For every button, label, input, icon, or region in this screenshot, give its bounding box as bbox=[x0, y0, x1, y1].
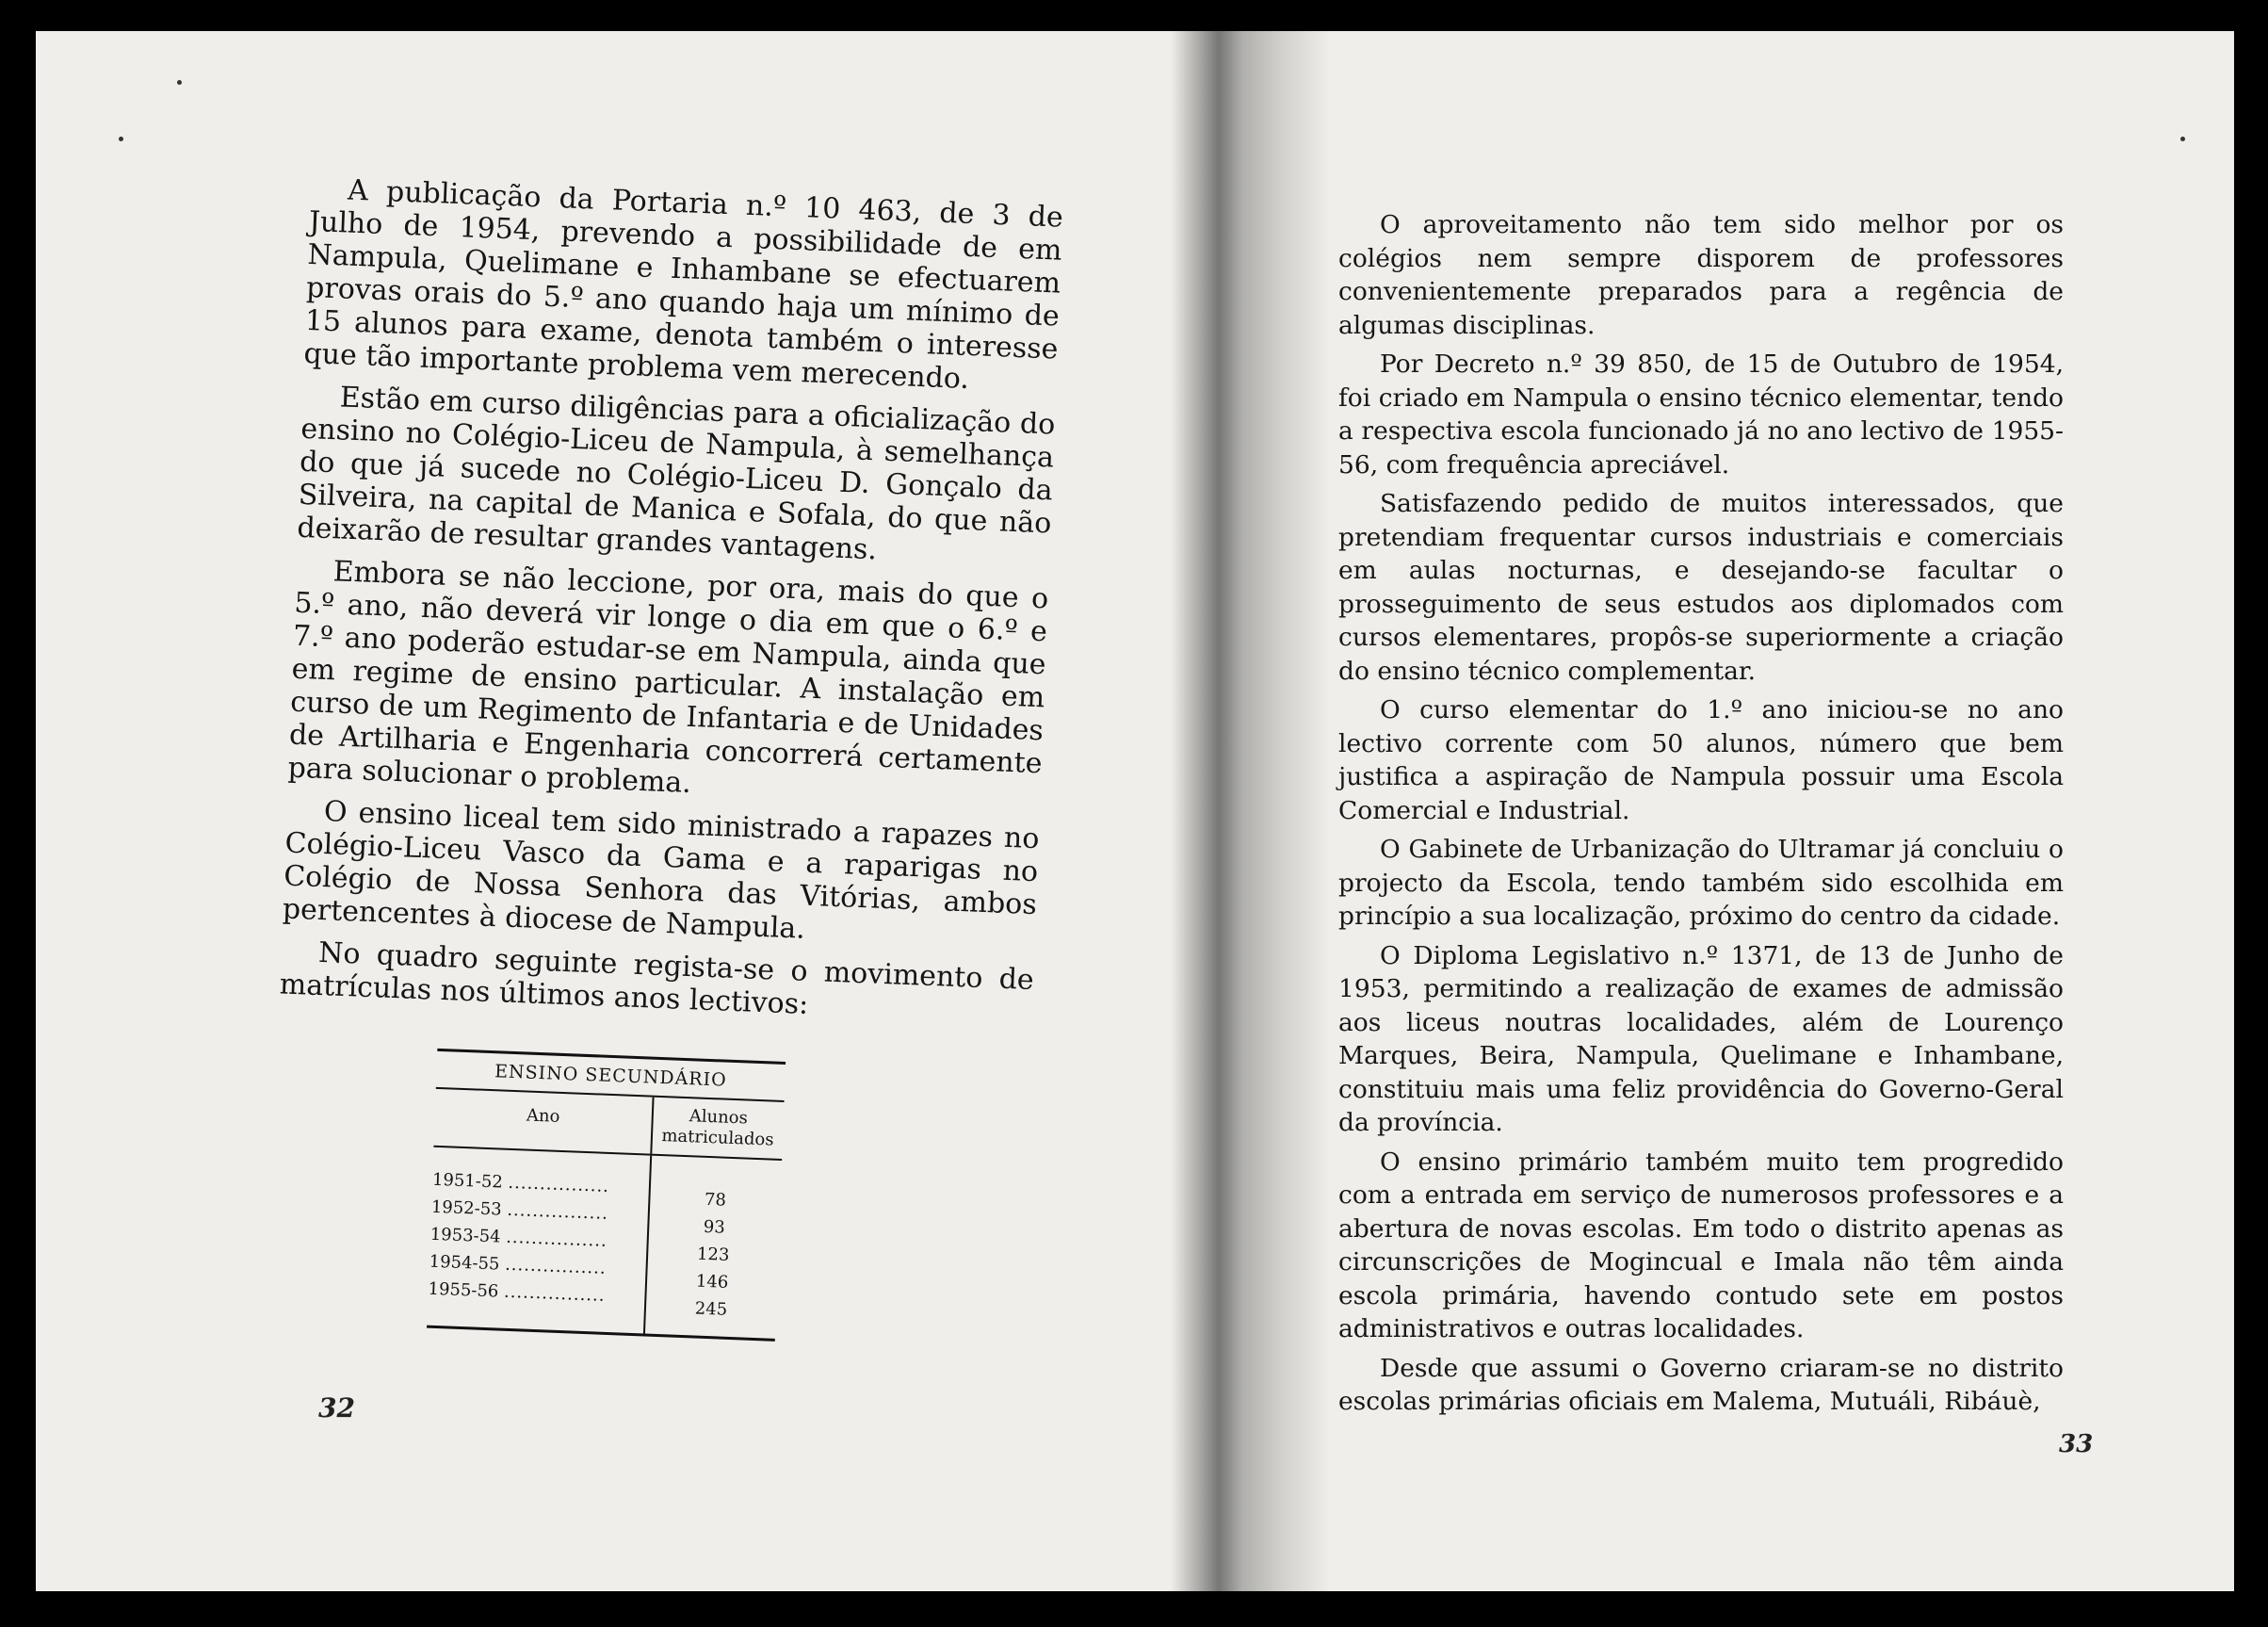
left-paragraph: No quadro seguinte regista-se o movimento de matrículas nos últimos anos lectivos: bbox=[279, 936, 1035, 1021]
left-paragraph: A publicação da Portaria n.º 10 463, de 3 de Julho de 1954, prevendo a possibilidade de em Nampula, Quelimane e Inhambane se efectuarem provas orais do 5.º ano quando haja um mínimo de 15 alunos para exame, denota também o interesse que tão importante problema vem merecendo. bbox=[302, 173, 1064, 396]
year-cell: 1951-52 bbox=[431, 1169, 504, 1193]
page-number-left: 32 bbox=[318, 1392, 355, 1424]
left-paragraph: Embora se não leccione, por ora, mais do que o 5.º ano, não deverá vir longe o dia em que o 6.º e 7.º ano poderão estudar-se em Nampula, ainda que em regime de ensino particular. A instalação em curso de um Regimento de Infantaria e de Unidades de Artilharia e Engenharia concorrerá certamente para solucionar o problema. bbox=[287, 555, 1049, 800]
year-cell: 1955-56 bbox=[428, 1278, 499, 1302]
table-body bbox=[427, 1147, 782, 1339]
enrollment-table bbox=[427, 1049, 786, 1342]
students-cell: 93 bbox=[703, 1216, 726, 1238]
column-header-year: Ano bbox=[433, 1089, 654, 1154]
scan-speck bbox=[177, 80, 182, 85]
column-header-students bbox=[652, 1098, 784, 1159]
column-header-students-line2: matriculados bbox=[661, 1126, 774, 1150]
page-number-right: 33 bbox=[2059, 1430, 2094, 1458]
column-header-students-line1: Alunos bbox=[688, 1106, 749, 1129]
students-column bbox=[645, 1156, 782, 1339]
right-paragraph: Desde que assumi o Governo criaram-se no distrito escolas primárias oficiais em Malema, Mutuáli, Ribáuè, bbox=[1338, 1353, 2064, 1416]
right-page bbox=[1338, 208, 2064, 1424]
right-paragraph: Satisfazendo pedido de muitos interessados, que pretendiam frequentar cursos industriais e comerciais em aulas nocturnas, e desejando-se facultar o prosseguimento de seus estudos aos diplomados com cursos elementares, propôs-se superiormente a criação do ensino técnico complementar. bbox=[1338, 489, 2064, 686]
year-cell: 1953-54 bbox=[429, 1224, 501, 1247]
year-cell: 1954-55 bbox=[429, 1251, 500, 1275]
year-cell: 1952-53 bbox=[430, 1196, 503, 1220]
right-paragraph: Por Decreto n.º 39 850, de 15 de Outubro de 1954, foi criado em Nampula o ensino técnico elementar, tendo a respectiva escola funcionado já no ano lectivo de 1955-56, com frequência apreciável. bbox=[1338, 350, 2064, 480]
students-cell: 123 bbox=[696, 1244, 730, 1265]
students-cell: 245 bbox=[694, 1298, 728, 1320]
leader-dots: ................ bbox=[508, 1172, 610, 1196]
scan-speck bbox=[119, 137, 123, 141]
right-paragraph: O Gabinete de Urbanização do Ultramar já concluiu o projecto da Escola, tendo também sido escolhida em princípio a sua localização, próximo do centro da cidade. bbox=[1338, 835, 2064, 931]
right-paragraph: O ensino primário também muito tem progredido com a entrada em serviço de numerosos professores e a abertura de novas escolas. Em todo o distrito apenas as circunscrições de Mogincual e Imala não têm ainda escola primária, havendo contudo sete em postos administrativos e outras localidades. bbox=[1338, 1147, 2064, 1343]
leader-dots: ................ bbox=[504, 1254, 608, 1278]
students-cell: 146 bbox=[695, 1271, 729, 1293]
table-title: ENSINO SECUNDÁRIO bbox=[494, 1061, 728, 1091]
left-paragraph: Estão em curso diligências para a oficialização do ensino no Colégio-Liceu de Nampula, à semelhança do que já sucede no Colégio-Liceu D. Gonçalo da Silveira, na capital de Manica e Sofala, do que não deixarão de resultar grandes vantagens. bbox=[296, 381, 1056, 567]
scan-speck bbox=[2180, 137, 2185, 141]
left-paragraph: O ensino liceal tem sido ministrado a rapazes no Colégio-Liceu Vasco da Gama e a raparigas no Colégio de Nossa Senhora das Vitórias, ambos pertencentes à diocese de Nampula. bbox=[282, 795, 1041, 946]
leader-dots: ................ bbox=[503, 1281, 606, 1306]
students-cell: 78 bbox=[704, 1189, 727, 1211]
year-column bbox=[427, 1147, 652, 1334]
leader-dots: ................ bbox=[507, 1199, 609, 1224]
leader-dots: ................ bbox=[505, 1227, 608, 1251]
right-paragraph: O curso elementar do 1.º ano iniciou-se no ano lectivo corrente com 50 alunos, número que bem justifica a aspiração de Nampula possuir uma Escola Comercial e Industrial. bbox=[1338, 695, 2064, 825]
right-paragraph: O Diploma Legislativo n.º 1371, de 13 de Junho de 1953, permitindo a realização de exames de admissão aos liceus noutras localidades, além de Lourenço Marques, Beira, Nampula, Quelimane e Inhambane, constituiu mais uma feliz providência do Governo-Geral da província. bbox=[1338, 940, 2064, 1137]
book-gutter-shadow bbox=[1171, 31, 1331, 1591]
right-paragraph: O aproveitamento não tem sido melhor por os colégios nem sempre disporem de professores convenientemente preparados para a regência de algumas disciplinas. bbox=[1338, 210, 2064, 340]
left-page bbox=[262, 172, 1064, 1482]
scanned-spread bbox=[36, 31, 2234, 1591]
